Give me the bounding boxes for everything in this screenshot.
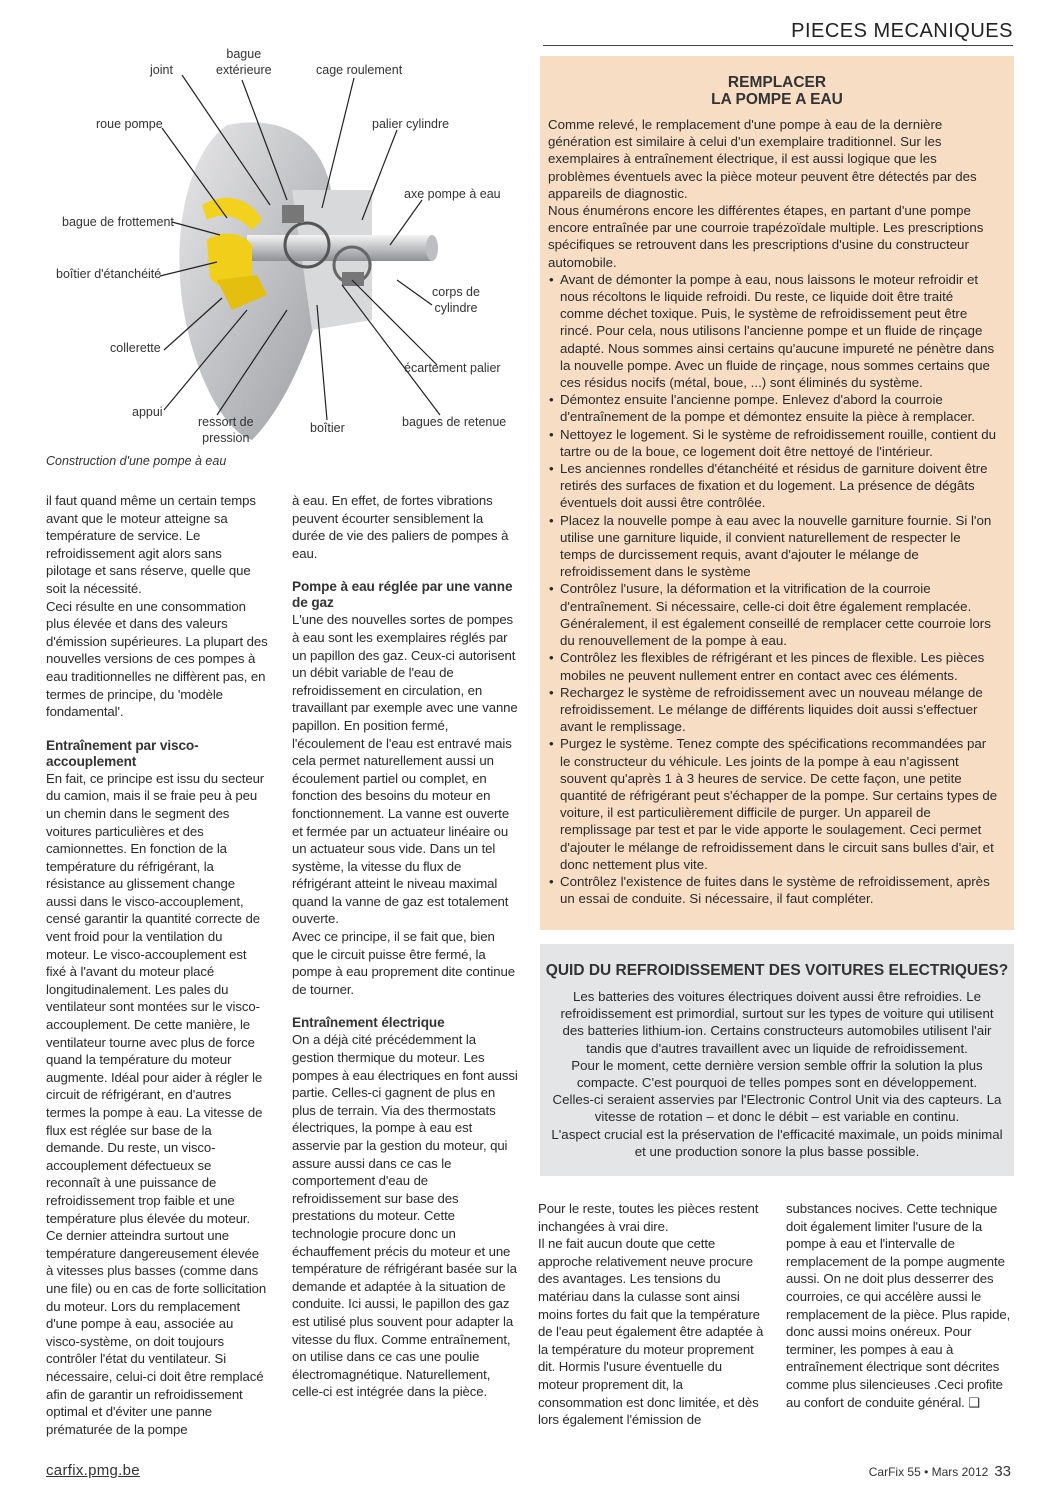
section-rule — [543, 45, 1013, 46]
article-column-2 — [292, 492, 518, 1401]
paragraph: Comme relevé, le remplacement d'une pompe à eau de la dernière génération est similaire à celui d'un exemplaire traditionnel. Sur les exemplaires à entraînement électrique, il est aussi logique que les problèmes éventuels avec la pièce moteur peuvent être détectés par des appareils de diagnostic. — [548, 117, 977, 201]
list-item: • Contrôlez les flexibles de réfrigérant et les pinces de flexible. Les pièces mobiles ne peuvent nullement entrer en contact avec ces éléments. — [548, 649, 998, 683]
label-collerette: collerette — [110, 341, 161, 355]
paragraph: à eau. En effet, de fortes vibrations peuvent écourter sensiblement la durée de vie des paliers de pompes à eau. — [292, 493, 509, 561]
box-body — [540, 988, 1014, 1160]
steps-list — [548, 271, 998, 908]
box-title-line1: REMPLACER — [727, 74, 827, 91]
list-item: • Purgez le système. Tenez compte des spécifications recommandées par le constructeur du véhicule. Les joints de la pompe à eau n'agissent souvent qu'après 1 à 3 heures de service. De cette façon, une petite quantité de réfrigérant peut s'échapper de la pompe. Sur certains types de voiture, il est particulièrement difficile de purger. Un appareil de remplissage par test et par le vide apporte le soulagement. Ceci permet d'ajouter le mélange de refroidissement dans le circuit sans bulles d'air, et donc nettement plus vite. — [548, 735, 998, 873]
box-body — [540, 116, 1014, 907]
diagram-caption: Construction d'une pompe à eau — [46, 454, 227, 468]
paragraph: L'aspect crucial est la préservation de l'efficacité maximale, un poids minimal et une production sonore la plus basse possible. — [551, 1126, 1003, 1159]
label-ressort-pression: ressort de pression — [198, 415, 254, 445]
list-item: • Les anciennes rondelles d'étanchéité et résidus de garniture doivent être retirés des surfaces de fixation et du logement. La présence de dégâts éventuels doit aussi être contrôlée. — [548, 460, 998, 512]
pump-illustration — [42, 40, 512, 460]
label-corps-cylindre: corps de cylindre — [432, 285, 480, 315]
box-title-line2: LA POMPE A EAU — [711, 91, 843, 108]
paragraph: Il ne fait aucun doute que cette approche relativement neuve procure des avantages. Les tensions du matériau dans la culasse sont ainsi moins fortes du fait que la température de l'eau peut également être adaptée à la température du moteur proprement dit. Hormis l'usure éventuelle du moteur proprement dit, la consommation est donc limitée, et dès lors également l'émission de — [538, 1236, 764, 1428]
list-item: • Nettoyez le logement. Si le système de refroidissement rouille, contient du tartre ou de la boue, ce logement doit être nettoyé de l'intérieur. — [548, 426, 998, 460]
paragraph: il faut quand même un certain temps avant que le moteur atteigne sa température de service. Le refroidissement agit alors sans pilotage et sans réserve, quelle que soit la nécessité. — [46, 493, 256, 596]
paragraph: Celles-ci seraient asservies par l'Electronic Control Unit via des capteurs. La vitesse de rotation – et donc le débit – est variable en continu. — [552, 1092, 1002, 1125]
label-bague-frottement: bague de frottement — [62, 215, 174, 229]
label-bague-exterieure: bague extérieure — [216, 47, 272, 77]
label-ecartement-palier: écartement palier — [404, 361, 501, 375]
paragraph: On a déjà cité précédemment la gestion thermique du moteur. Les pompes à eau électriques en font aussi partie. Celles-ci gagnent de plus en plus de terrain. Via des thermostats électriques, la pompe à eau est asservie par la gestion du moteur, qui assure aussi dans ce cas le comportement d'eau de refroidissement sur base des prestations du moteur. Cette technologie procure donc un échauffement précis du moteur et une température de réfrigérant basée sur la demande et adaptée à la situation de conduite. Ici aussi, le papillon des gaz est utilisé plus souvent pour adapter la vitesse du flux. Comme entraînement, on utilise dans ce cas une poulie électromagnétique. Naturellement, celle-ci est intégrée dans la pièce. — [292, 1032, 518, 1400]
label-boitier: boîtier — [310, 421, 345, 435]
water-pump-diagram — [42, 40, 512, 460]
list-item: • Contrôlez l'existence de fuites dans le système de refroidissement, après un essai de conduite. Si nécessaire, il faut compléter. — [548, 873, 998, 907]
paragraph: Les batteries des voitures électriques doivent aussi être refroidies. Le refroidissement est primordial, surtout sur les types de voiture qui utilisent des batteries lithium-ion. Certains constructeurs automobiles utilisent l'air tandis que d'autres travaillent avec un liquide de refroidissement. — [560, 989, 994, 1056]
list-item: • Démontez ensuite l'ancienne pompe. Enlevez d'abord la courroie d'entraînement de la pompe et démontez ensuite la pièce à remplacer. — [548, 391, 998, 425]
end-of-article-mark: ❑ — [968, 1394, 981, 1410]
sidebar-box-electric-cars — [540, 944, 1014, 1176]
subheading: Pompe à eau réglée par une vanne de gaz — [292, 579, 513, 611]
paragraph: Avec ce principe, il se fait que, bien que le circuit puisse être fermé, la pompe à eau proprement dite continue de tourner. — [292, 929, 515, 997]
label-axe-pompe: axe pompe à eau — [404, 187, 501, 201]
sidebar-box-replace-pump — [540, 56, 1014, 930]
list-item: • Placez la nouvelle pompe à eau avec la nouvelle garniture fournie. Si l'on utilise une garniture liquide, il convient naturellement de respecter le temps de durcissement requis, avant d'ajouter le mélange de refroidissement dans le système — [548, 512, 998, 581]
box-title — [540, 74, 1014, 108]
list-item: • Avant de démonter la pompe à eau, nous laissons le moteur refroidir et nous récoltons le liquide refroidi. Du reste, ce liquide doit être traité comme déchet toxique. Puis, le système de refroidissement peut être rincé. Pour cela, nous utilisons l'ancienne pompe et un fluide de rinçage adapté. Nous sommes ainsi certains qu'aucune impureté ne pénètre dans la nouvelle pompe. Avec un fluide de rinçage, nous sommes certains que ces résidus nocifs (métal, boue, ...) sont éliminés du système. — [548, 271, 998, 391]
footer-issue — [869, 1463, 1011, 1480]
label-appui: appui — [132, 405, 163, 419]
article-column-4 — [786, 1200, 1014, 1411]
section-title: PIECES MECANIQUES — [791, 20, 1013, 42]
box-title: QUID DU REFROIDISSEMENT DES VOITURES ELECTRIQUES? — [545, 962, 1009, 979]
issue-info: CarFix 55 • Mars 2012 — [868, 1465, 989, 1479]
list-item: • Rechargez le système de refroidissement avec un nouveau mélange de refroidissement. Le mélange de différents liquides doit aussi s'effectuer avant le remplissage. — [548, 684, 998, 736]
label-joint: joint — [150, 63, 173, 77]
label-palier-cylindre: palier cylindre — [372, 117, 450, 131]
subheading: Entraînement électrique — [292, 1015, 445, 1031]
label-cage-roulement: cage roulement — [316, 63, 403, 77]
paragraph: Pour le reste, toutes les pièces restent inchangées à vrai dire. — [538, 1201, 759, 1234]
page-number: 33 — [994, 1463, 1011, 1480]
paragraph: Ceci résulte en une consommation plus élevée et dans des valeurs d'émission supérieures. La plupart des nouvelles versions de ces pompes à eau traditionnelles ne diffèrent pas, en termes de principe, du 'modèle fondamental'. — [46, 598, 268, 720]
paragraph: substances nocives. Cette technique doit également limiter l'usure de la pompe à eau et l'intervalle de remplacement de la pompe augmente aussi. On ne doit plus desserrer des courroies, ce qui accélère aussi le remplacement de la pièce. Plus rapide, donc aussi moins onéreux. Pour terminer, les pompes à eau à entraînement électrique sont décrites comme plus silencieuses .Ceci profite au confort de conduite général. — [786, 1201, 1011, 1410]
footer-site-link[interactable]: carfix.pmg.be — [46, 1462, 140, 1479]
paragraph: L'une des nouvelles sortes de pompes à eau sont les exemplaires réglés par un papillon des gaz. Ceux-ci autorisent un débit variable de l'eau de refroidissement en circulation, en travaillant par exemple avec une vanne papillon. En position fermé, l'écoulement de l'eau est entravé mais cela permet naturellement aussi un écoulement partiel ou complet, en fonction des besoins du moteur en fonctionnement. La vanne est ouverte et fermée par un actuateur linéaire ou un actuateur sous vide. Dans un tel système, la vitesse du flux de réfrigérant atteint le niveau maximal quand la vanne de gaz est totalement ouverte. — [292, 612, 518, 927]
paragraph: Nous énumérons encore les différentes étapes, en partant d'une pompe encore entraînée par une courroie trapézoïdale multiple. Les prescriptions spécifiques se retrouvent dans les prescriptions d'usine du constructeur automobile. — [548, 203, 984, 270]
label-boitier-etancheite: boîtier d'étanchéité — [56, 267, 162, 281]
article-column-3 — [538, 1200, 764, 1429]
article-column-1 — [46, 492, 268, 1438]
paragraph: Pour le moment, cette dernière version semble offrir la solution la plus compacte. C'est pourquoi de telles pompes sont en développement. — [571, 1057, 983, 1091]
label-bagues-retenue: bagues de retenue — [402, 415, 507, 429]
list-item: • Contrôlez l'usure, la déformation et la vitrification de la courroie d'entraînement. Si nécessaire, celle-ci doit être également remplacée. Généralement, il est également conseillé de remplacer cette courroie lors du renouvellement de la pompe à eau. — [548, 580, 998, 649]
paragraph: En fait, ce principe est issu du secteur du camion, mais il se fraie peu à peu un chemin dans le segment des voitures particulières et des camionnettes. En fonction de la température du réfrigérant, la résistance au glissement change aussi dans le visco-accouplement, censé garantir la quantité correcte de vent froid pour la ventilation du moteur. Le visco-accouplement est fixé à l'avant du moteur placé longitudinalement. Les pales du ventilateur sont montées sur le visco-accouplement. De cette manière, le ventilateur tourne avec plus de force quand la température du moteur augmente. Idéal pour aider à régler le circuit de réfrigérant, en d'autres termes la pompe à eau. La vitesse de flux est réglée sur base de la demande. Du reste, un visco-accouplement défectueux se reconnaît à une puissance de refroidissement trop faible et une température plus élevée du moteur. Ce dernier atteindra surtout une température dangereusement élevée à vitesses plus basses (comme dans une file) ou en cas de forte sollicitation du moteur. Lors du remplacement d'une pompe à eau, associée au visco-système, on doit toujours contrôler l'état du ventilateur. Si nécessaire, celui-ci doit être remplacé afin de garantir un refroidissement optimal et d'éviter une panne prématurée de la pompe — [46, 770, 267, 1437]
subheading: Entraînement par visco-accouplement — [46, 737, 199, 769]
label-roue-pompe: roue pompe — [96, 117, 163, 131]
